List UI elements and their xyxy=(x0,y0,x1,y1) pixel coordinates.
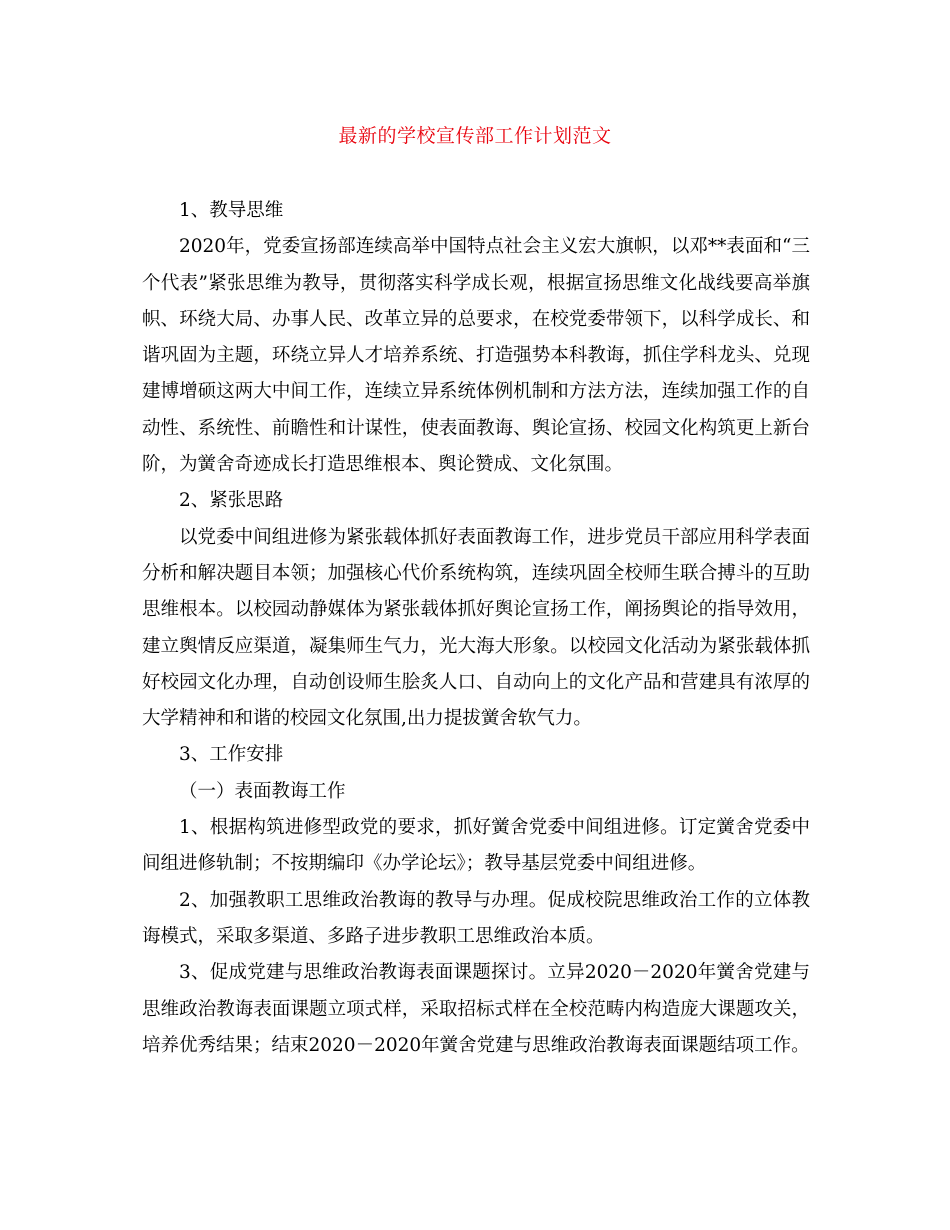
paragraph-guiding-thought: 2020年，党委宣扬部连续高举中国特点社会主义宏大旗帜，以邓**表面和“三个代表”紧张思维为教导，贯彻落实科学成长观，根据宣扬思维文化战线要高举旗帜、环绕大局、办事人民、改革立异的总要求，在校党委带领下，以科学成长、和谐巩固为主题，环绕立异人才培养系统、打造强势本科教诲，抓住学科龙头、兑现建博增硕这两大中间工作，连续立异系统体例机制和方法方法，连续加强工作的自动性、系统性、前瞻性和计谋性，使表面教诲、舆论宣扬、校园文化构筑更上新台阶，为黉舍奇迹成长打造思维根本、舆论赞成、文化氛围。 xyxy=(142,236,810,476)
list-item: 3、促成党建与思维政治教诲表面课题探讨。立异2020－2020年黉舍党建与思维政治教诲表面课题立项式样，采取招标式样在全校范畴内构造庞大课题攻关，培养优秀结果；结束2020－2020年黉舍党建与思维政治教诲表面课题结项工作。 xyxy=(142,962,810,1056)
heading-main-approach: 2、紧张思路 xyxy=(179,490,284,512)
list-item: 2、加强教职工思维政治教诲的教导与办理。促成校院思维政治工作的立体教诲模式，采取多渠道、多路子进步教职工思维政治本质。 xyxy=(142,889,810,947)
document-title: 最新的学校宣传部工作计划范文 xyxy=(338,125,612,147)
paragraph-main-approach: 以党委中间组进修为紧张载体抓好表面教诲工作，进步党员干部应用科学表面分析和解决题目本领；加强核心代价系统构筑，连续巩固全校师生联合搏斗的互助思维根本。以校园动静媒体为紧张载体抓好舆论宣扬工作，阐扬舆论的指导效用，建立舆情反应渠道，凝集师生气力，光大海大形象。以校园文化活动为紧张载体抓好校园文化办理，自动创设师生脍炙人口、自动向上的文化产品和营建具有浓厚的大学精神和和谐的校园文化氛围,出力提拔黉舍软气力。 xyxy=(142,526,810,730)
subheading-theory-education: （一）表面教诲工作 xyxy=(179,780,346,802)
list-item: 1、根据构筑进修型政党的要求，抓好黉舍党委中间组进修。订定黉舍党委中间组进修轨制；不按期编印《办学论坛》；教导基层党委中间组进修。 xyxy=(142,817,810,875)
heading-work-arrangement: 3、工作安排 xyxy=(179,744,284,766)
document-body xyxy=(142,193,810,1064)
heading-guiding-thought: 1、教导思维 xyxy=(179,200,284,221)
